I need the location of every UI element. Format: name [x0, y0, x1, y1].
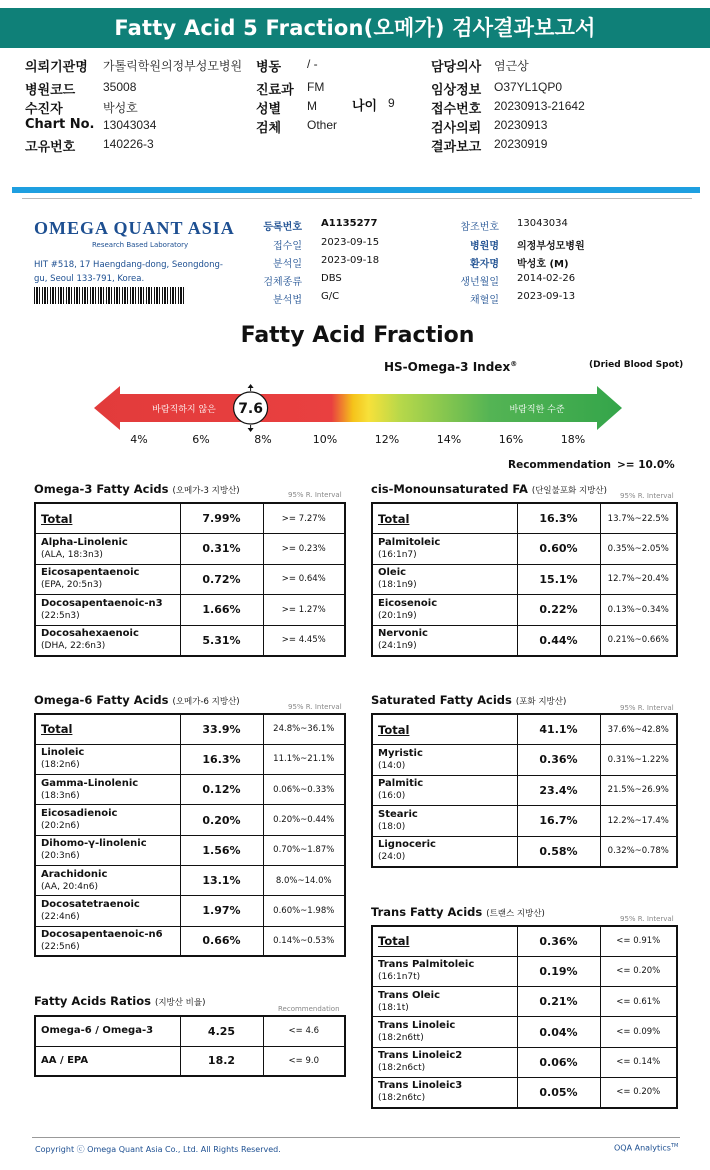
row-ref: >= 1.27% [263, 595, 345, 626]
row-name [35, 805, 180, 835]
row-name [372, 806, 517, 837]
svg-text:7.6: 7.6 [238, 401, 264, 417]
table-row [35, 625, 345, 656]
row-name-sub: (EPA, 20:5n3) [41, 580, 103, 591]
table-row [35, 714, 345, 744]
row-name-text: Omega-6 / Omega-3 [41, 1025, 154, 1037]
sfa-table [371, 713, 678, 868]
row-name-text: Trans Linoleic2 [378, 1050, 463, 1062]
row-value: 13.1% [180, 865, 263, 895]
row-ref: >= 0.64% [263, 564, 345, 595]
trans-title: Trans Fatty Acids (트랜스 지방산) [371, 905, 545, 919]
row-value: 1.66% [180, 595, 263, 626]
row-name-sub: (AA, 20:4n6) [41, 881, 98, 892]
table-row [372, 534, 677, 565]
row-name-text: Eicosadienoic [41, 808, 118, 820]
row-value: 41.1% [517, 714, 600, 745]
header-label: 검체 [256, 121, 282, 136]
row-ref: 21.5%~26.9% [600, 775, 677, 806]
header-value: / - [307, 57, 318, 71]
row-value: 16.3% [180, 744, 263, 774]
header-label: 성별 [256, 102, 282, 117]
row-value: 0.19% [517, 956, 600, 986]
row-ref: 0.32%~0.78% [600, 836, 677, 867]
ref-interval-label: 95% R. Interval [620, 704, 674, 712]
row-value: 0.58% [517, 836, 600, 867]
row-name [35, 625, 180, 656]
table-row [35, 564, 345, 595]
meta-value: 2014-02-26 [517, 273, 576, 284]
gauge-good-label: 바람직한 수준 [509, 405, 565, 415]
row-name-text: Linoleic [41, 747, 85, 759]
table-row [35, 865, 345, 895]
ratios-table [34, 1015, 346, 1077]
row-name [35, 926, 180, 956]
row-name-sub: (18:3n6) [41, 790, 80, 801]
row-name [35, 534, 180, 565]
row-ref: 0.14%~0.53% [263, 926, 345, 956]
table-row [35, 595, 345, 626]
row-value: 0.36% [517, 745, 600, 776]
header-label: 수진자 [25, 102, 63, 117]
row-ref: 0.13%~0.34% [600, 595, 677, 626]
table-row [372, 956, 677, 986]
row-ref: >= 7.27% [263, 503, 345, 534]
row-ref: 8.0%~14.0% [263, 865, 345, 895]
row-total-label: Total [372, 714, 517, 745]
header-value: 염근상 [494, 59, 529, 73]
row-name-text: Stearic [378, 808, 418, 820]
row-total-label: Total [372, 926, 517, 956]
row-ref: 0.21%~0.66% [600, 625, 677, 656]
ref-interval-label: 95% R. Interval [288, 703, 342, 711]
header-label: 병원코드 [25, 83, 76, 98]
header-label: Chart No. [25, 117, 95, 132]
row-name-sub: (22:5n3) [41, 610, 80, 621]
row-name [35, 595, 180, 626]
barcode-icon [34, 287, 184, 304]
row-name [35, 744, 180, 774]
row-total-label: Total [35, 714, 180, 744]
age-label: 나이 [352, 99, 378, 114]
row-ref: 0.06%~0.33% [263, 775, 345, 805]
ref-interval-label: 95% R. Interval [288, 491, 342, 499]
row-name-text: Docosapentaenoic-n3 [41, 597, 163, 609]
row-name-sub: (24:0) [378, 852, 406, 862]
footer-divider [32, 1137, 680, 1138]
header-value: 가톨릭학원의정부성모병원 [103, 59, 243, 73]
table-row [372, 836, 677, 867]
row-name [372, 836, 517, 867]
row-name-sub: (24:1n9) [378, 641, 417, 651]
row-name [35, 1016, 180, 1046]
meta-label: 등록번호 [263, 222, 302, 233]
copyright: Copyright ⓒ Omega Quant Asia Co., Ltd. All Rights Reserved. [35, 1145, 281, 1154]
meta-value: 2023-09-15 [321, 237, 380, 248]
row-name [372, 1077, 517, 1107]
row-name-text: Alpha-Linolenic [41, 536, 128, 548]
table-row [372, 625, 677, 656]
meta-value: 13043034 [517, 218, 568, 229]
row-name-sub: (18:2n6ct) [378, 1063, 426, 1074]
meta-value: 의정부성모병원 [517, 241, 585, 252]
omega6-table [34, 713, 346, 957]
meta-label: 분석일 [273, 259, 302, 270]
sfa-title: Saturated Fatty Acids (포화 지방산) [371, 693, 567, 707]
omega3-index-gauge [94, 384, 624, 432]
recommendation-label: Recommendation [508, 459, 612, 471]
row-name-sub: (DHA, 22:6n3) [41, 641, 106, 651]
row-ref: <= 0.14% [600, 1047, 677, 1077]
table-row [372, 775, 677, 806]
header-label: 결과보고 [431, 140, 482, 155]
header-value: Other [307, 118, 338, 132]
row-ref: 0.35%~2.05% [600, 534, 677, 565]
row-name-sub: (22:5n6) [41, 941, 80, 952]
row-ref: <= 0.20% [600, 956, 677, 986]
row-value: 7.99% [180, 503, 263, 534]
row-value: 0.05% [517, 1077, 600, 1107]
row-name-sub: (20:3n6) [41, 851, 80, 862]
row-name [372, 1017, 517, 1047]
row-ref: 0.20%~0.44% [263, 805, 345, 835]
header-label: 진료과 [256, 83, 294, 98]
ref-interval-label: 95% R. Interval [620, 915, 674, 923]
table-row [35, 835, 345, 865]
row-name [372, 534, 517, 565]
header-value: 35008 [103, 80, 137, 94]
row-name [35, 835, 180, 865]
row-name [372, 564, 517, 595]
row-name-sub: (20:1n9) [378, 610, 417, 621]
row-ref: 37.6%~42.8% [600, 714, 677, 745]
row-name-text: Eicosenoic [378, 597, 438, 609]
header-label: 임상정보 [431, 83, 482, 98]
row-ref: <= 4.6 [263, 1016, 345, 1046]
row-name-text: Dihomo-γ-linolenic [41, 838, 147, 850]
meta-label: 병원명 [470, 241, 499, 252]
header-value: 13043034 [103, 118, 157, 132]
row-name [35, 564, 180, 595]
omega6-title: Omega-6 Fatty Acids (오메가-6 지방산) [34, 693, 240, 707]
header-label: 고유번호 [25, 140, 76, 155]
row-value: 0.36% [517, 926, 600, 956]
table-row [372, 1077, 677, 1107]
row-name-text: Docosatetraenoic [41, 898, 140, 910]
row-name-sub: (ALA, 18:3n3) [41, 549, 103, 560]
row-value: 5.31% [180, 625, 263, 656]
row-name-sub: (16:1n7t) [378, 972, 421, 983]
table-row [372, 564, 677, 595]
meta-label: 검체종류 [263, 277, 302, 288]
row-name-text: Docosapentaenoic-n6 [41, 928, 163, 940]
omega3-table [34, 502, 346, 657]
row-name-text: Arachidonic [41, 868, 108, 880]
omega3-title: Omega-3 Fatty Acids (오메가-3 지방산) [34, 482, 240, 496]
row-name [372, 595, 517, 626]
ratios-rec-label: Recommendation [278, 1005, 340, 1013]
meta-value: DBS [321, 273, 342, 284]
row-value: 16.7% [517, 806, 600, 837]
header-value: 20230913-21642 [494, 99, 585, 113]
meta-label: 참조번호 [460, 222, 499, 233]
ref-interval-label: 95% R. Interval [620, 492, 674, 500]
row-name-sub: (20:2n6) [41, 821, 80, 832]
table-row [372, 714, 677, 745]
header-value: M [307, 99, 317, 113]
table-row [372, 1047, 677, 1077]
meta-value: 2023-09-13 [517, 291, 576, 302]
gauge-bad-label: 바람직하지 않은 [152, 405, 216, 415]
row-name [35, 896, 180, 926]
row-name-text: Gamma-Linolenic [41, 777, 139, 789]
header-label: 담당의사 [431, 60, 482, 75]
row-name-text: Eicosapentaenoic [41, 567, 140, 579]
gauge-tick: 8% [254, 433, 272, 446]
row-name-sub: (18:2n6tt) [378, 1033, 424, 1044]
table-row [372, 745, 677, 776]
lab-logo: OMEGA QUANT ASIA [34, 218, 235, 238]
gauge-marker [234, 384, 268, 432]
row-name-text: Trans Linoleic3 [378, 1080, 463, 1092]
row-ref: 0.70%~1.87% [263, 835, 345, 865]
row-name-text: AA / EPA [41, 1054, 89, 1066]
hs-index-label: HS-Omega-3 Index® [384, 360, 518, 374]
row-ref: <= 0.09% [600, 1017, 677, 1047]
header-value: 140226-3 [103, 137, 154, 151]
row-value: 16.3% [517, 503, 600, 534]
table-row [372, 1017, 677, 1047]
header-label: 접수번호 [431, 102, 482, 117]
row-name-text: Oleic [378, 567, 407, 579]
table-row [35, 896, 345, 926]
row-name [372, 1047, 517, 1077]
table-row [372, 987, 677, 1017]
meta-value: 2023-09-18 [321, 255, 380, 266]
row-ref: 11.1%~21.1% [263, 744, 345, 774]
row-value: 15.1% [517, 564, 600, 595]
meta-label: 분석법 [273, 295, 302, 306]
trans-table [371, 925, 678, 1109]
table-row [35, 534, 345, 565]
row-value: 0.31% [180, 534, 263, 565]
row-name [372, 625, 517, 656]
row-value: 0.20% [180, 805, 263, 835]
header-value: 20230919 [494, 137, 548, 151]
table-row [35, 926, 345, 956]
lab-address: HIT #518, 17 Haengdang-dong, Seongdong-gu, Seoul 133-791, Korea. [34, 260, 223, 284]
age-value: 9 [388, 96, 395, 110]
row-value: 1.97% [180, 896, 263, 926]
header-label: 병동 [256, 60, 282, 75]
row-ref: <= 0.61% [600, 987, 677, 1017]
divider [12, 187, 700, 193]
gauge-tick: 18% [560, 433, 586, 446]
table-row [35, 1046, 345, 1076]
row-ref: <= 0.20% [600, 1077, 677, 1107]
row-name-sub: (16:0) [378, 791, 406, 802]
row-name [372, 956, 517, 986]
header-value: 박성호 [103, 101, 138, 115]
gauge-tick: 12% [374, 433, 400, 446]
meta-label: 접수일 [273, 241, 302, 252]
row-name-text: Trans Palmitoleic [378, 959, 475, 971]
table-row [372, 595, 677, 626]
gauge-tick: 16% [498, 433, 524, 446]
row-name-sub: (16:1n7) [378, 549, 417, 560]
row-name-sub: (14:0) [378, 760, 406, 771]
recommendation-value: >= 10.0% [617, 459, 675, 471]
row-value: 1.56% [180, 835, 263, 865]
row-value: 0.12% [180, 775, 263, 805]
gauge-tick: 4% [130, 433, 148, 446]
row-name-text: Trans Oleic [378, 989, 441, 1001]
row-name [372, 745, 517, 776]
report-title: Fatty Acid 5 Fraction(오메가) 검사결과보고서 [0, 8, 710, 48]
row-name [372, 775, 517, 806]
row-ref: 13.7%~22.5% [600, 503, 677, 534]
header-value: FM [307, 80, 325, 94]
table-row [372, 806, 677, 837]
row-value: 0.22% [517, 595, 600, 626]
row-value: 33.9% [180, 714, 263, 744]
table-row [35, 1016, 345, 1046]
row-name-text: Lignoceric [378, 839, 436, 850]
row-ref: <= 9.0 [263, 1046, 345, 1076]
row-value: 23.4% [517, 775, 600, 806]
row-name-text: Trans Linoleic [378, 1020, 456, 1032]
section-title: Fatty Acid Fraction [240, 323, 475, 348]
row-value: 4.25 [180, 1016, 263, 1046]
table-row [35, 775, 345, 805]
gauge-tick: 14% [436, 433, 462, 446]
mufa-title: cis-Monounsaturated FA (단일불포화 지방산) [371, 482, 607, 496]
meta-label: 채혈일 [470, 295, 499, 306]
row-ref: 24.8%~36.1% [263, 714, 345, 744]
footer-brand: OQA Analytics™ [614, 1143, 679, 1153]
table-row [35, 805, 345, 835]
row-value: 0.44% [517, 625, 600, 656]
divider [22, 198, 692, 199]
meta-label: 생년월일 [460, 277, 499, 288]
row-name-text: Palmitic [378, 778, 424, 790]
gauge-tick: 10% [312, 433, 338, 446]
row-total-label: Total [35, 503, 180, 534]
row-name-sub: (18:2n6) [41, 760, 80, 771]
row-ref: 0.31%~1.22% [600, 745, 677, 776]
table-row [372, 926, 677, 956]
row-name-text: Docosahexaenoic [41, 628, 139, 639]
row-value: 0.04% [517, 1017, 600, 1047]
row-value: 0.21% [517, 987, 600, 1017]
row-name-sub: (18:1n9) [378, 580, 417, 591]
meta-label: 환자명 [470, 259, 499, 270]
ratios-title: Fatty Acids Ratios (지방산 비율) [34, 994, 206, 1008]
row-ref: 12.7%~20.4% [600, 564, 677, 595]
row-value: 18.2 [180, 1046, 263, 1076]
table-row [35, 744, 345, 774]
row-name [35, 775, 180, 805]
row-name-sub: (18:0) [378, 821, 406, 832]
row-value: 0.72% [180, 564, 263, 595]
row-ref: >= 4.45% [263, 625, 345, 656]
mufa-table [371, 502, 678, 657]
row-value: 0.06% [517, 1047, 600, 1077]
row-name-text: Nervonic [378, 628, 428, 639]
row-total-label: Total [372, 503, 517, 534]
row-value: 0.60% [517, 534, 600, 565]
meta-value: 박성호 (M) [517, 259, 569, 270]
row-name [35, 1046, 180, 1076]
table-row [35, 503, 345, 534]
table-row [372, 503, 677, 534]
row-ref: 12.2%~17.4% [600, 806, 677, 837]
row-name-text: Myristic [378, 747, 423, 759]
row-value: 0.66% [180, 926, 263, 956]
gauge-tick: 6% [192, 433, 210, 446]
row-name-sub: (18:2n6tc) [378, 1093, 426, 1104]
row-name-sub: (18:1t) [378, 1002, 409, 1013]
header-value: 20230913 [494, 118, 548, 132]
header-label: 의뢰기관명 [25, 60, 88, 75]
sample-type: (Dried Blood Spot) [589, 360, 684, 370]
meta-value: A1135277 [321, 218, 378, 229]
header-label: 검사의뢰 [431, 121, 482, 136]
row-name [35, 865, 180, 895]
row-ref: <= 0.91% [600, 926, 677, 956]
row-name [372, 987, 517, 1017]
row-name-sub: (22:4n6) [41, 911, 80, 922]
row-ref: >= 0.23% [263, 534, 345, 565]
row-ref: 0.60%~1.98% [263, 896, 345, 926]
meta-value: G/C [321, 291, 340, 302]
header-value: O37YL1QP0 [494, 80, 563, 94]
row-name-text: Palmitoleic [378, 536, 441, 548]
lab-logo-sub: Research Based Laboratory [92, 241, 189, 249]
